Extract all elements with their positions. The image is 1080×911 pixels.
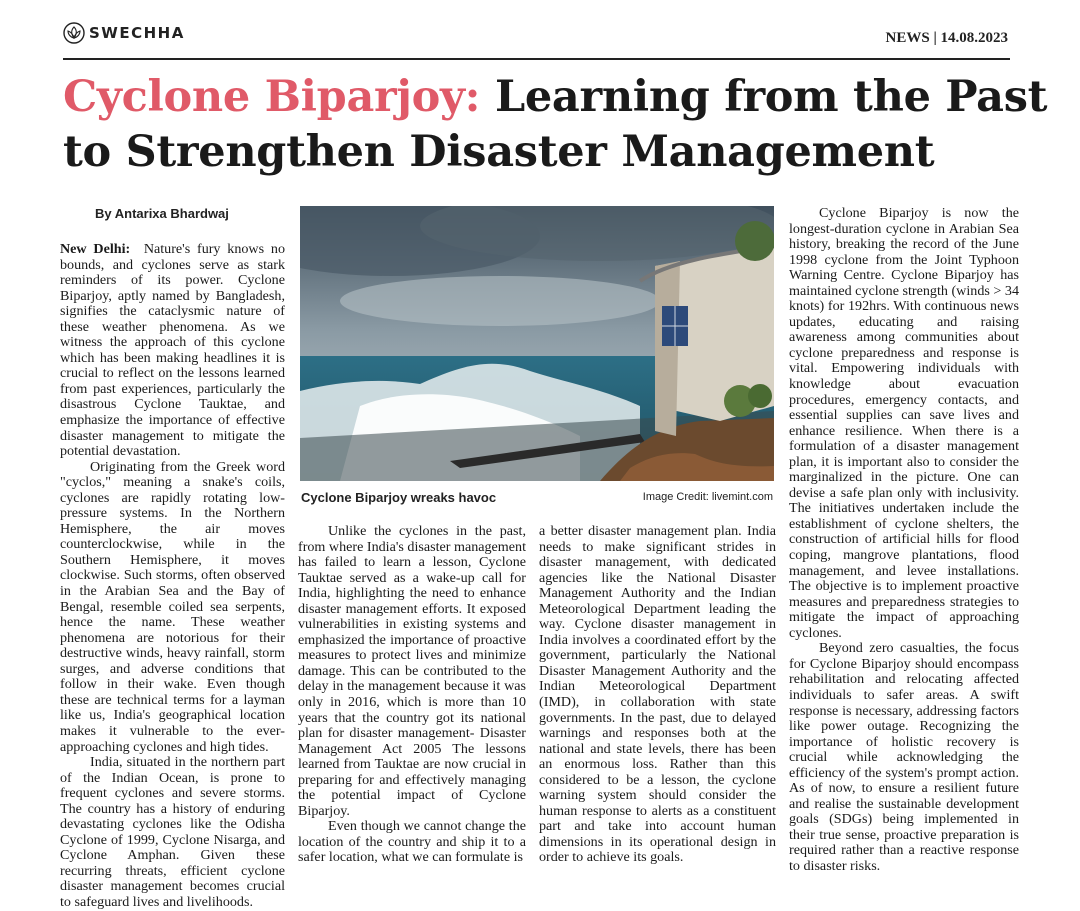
dateline-location: New Delhi: <box>60 241 131 257</box>
paragraph-7: Beyond zero casualties, the focus for Cyclone Biparjoy should encompass rehabilitation and relocating affected individuals to safer areas. A swift response is necessary, addressing factors like power outage. Recognizing the importance of holistic recovery is crucial while acknowledging the efficiency of the system's prompt action. As of now, to ensure a resilient future and realise the sustainable development goals (SDGs) being implemented in their true sense, proactive preparation is required rather than a reactive response to disaster risks. <box>789 640 1019 874</box>
paragraph-5b: a better disaster management plan. India needs to make significant strides in disaster management, with dedicated agencies like the National Disaster Management Authority and the Indian Meteorological Department leading the way. Cyclone disaster management in India involves a coordinated effort by the government, particularly the National Disaster Management Authority and the Indian Meteorological Department (IMD), in collaboration with state governments. In the past, due to delayed warnings and responses both at the national and state levels, there has been an enormous loss. Rather than this considered to be a lesson, the cyclone warning system should consider the human response to alerts as a constituent part and take into account human dimensions in its operational design in order to achieve its goals. <box>539 523 776 866</box>
paragraph-4: Unlike the cyclones in the past, from where India's disaster management has failed to learn a lesson, Cyclone Tauktae served as a wake-up call for India, highlighting the need to enhance disaster management efforts. It exposed vulnerabilities in existing systems and emphasized the importance of proactive measures to protect lives and minimize damage. This can be contributed to the delay in the management because it was only in 2016, which is more than 10 years that the country got its national plan for disaster management- Disaster Management Act 2005 The lessons learned from Tauktae are now crucial in preparing for and effectively managing the potential impact of Cyclone Biparjoy. <box>298 523 526 819</box>
paragraph-1-text: Nature's fury knows no bounds, and cyclones serve as stark reminders of its power. Cyclone Biparjoy, aptly named by Bangladesh, signifies the cataclysmic nature of these weather phenomena. As we witness the approach of this cyclone which has been making headlines it is crucial to reflect on the lessons learned from past experiences, particularly the disastrous Cyclone Tauktae, and emphasize the importance of effective disaster management to mitigate the potential devastation. <box>60 241 285 460</box>
column-1 <box>60 242 285 911</box>
lotus-icon <box>63 22 85 44</box>
headline-accent: Cyclone Biparjoy: <box>63 72 481 122</box>
dateline: NEWS | 14.08.2023 <box>885 30 1008 46</box>
brand-logo <box>63 22 185 44</box>
header-rule <box>63 58 1010 60</box>
storm-photo-illustration <box>300 206 774 481</box>
column-2 <box>298 524 526 866</box>
paragraph-5a: Even though we cannot change the location of the country and ship it to a safer location, what we can formulate is <box>298 818 526 866</box>
article-photo <box>300 206 774 481</box>
photo-credit: Image Credit: livemint.com <box>642 491 773 503</box>
headline-rest: Learning from the Past to Strengthen Disaster Management <box>63 72 1048 177</box>
byline: By Antarixa Bhardwaj <box>95 206 229 221</box>
column-4 <box>789 206 1019 875</box>
photo-caption-bar <box>300 490 774 506</box>
photo-caption: Cyclone Biparjoy wreaks havoc <box>301 490 497 505</box>
paragraph-2: Originating from the Greek word "cyclos," meaning a snake's coils, cyclones are rapidly rotating low-pressure systems. In the Northern Hemisphere, the air moves counterclockwise, while in the Southern Hemisphere, it moves clockwise. Such storms, often observed in the Arabian Sea and the Bay of Bengal, resemble coiled sea serpents, hence the name. These weather phenomena are notorious for their destructive winds, heavy rainfall, storm surges, and adverse conditions that follow in their wake. Even though these are technical terms for a layman like us, India's geographical location makes it vulnerable to the ever-approaching cyclones and high tides. <box>60 458 285 755</box>
brand-name: SWECHHA <box>89 24 185 42</box>
paragraph-1 <box>60 242 285 460</box>
paragraph-3: India, situated in the northern part of the Indian Ocean, is prone to frequent cyclones and severe storms. The country has a history of enduring devastating cyclones like the Odisha Cyclone of 1999, Cyclone Nisarga, and Cyclone Amphan. Given these recurring threats, efficient cyclone disaster management becomes crucial to safeguard lives and livelihoods. <box>60 754 285 910</box>
paragraph-6: Cyclone Biparjoy is now the longest-duration cyclone in Arabian Sea history, breaking the record of the June 1998 cyclone from the Joint Typhoon Warning Centre. Cyclone Biparjoy has maintained cyclone strength (winds > 34 knots) for 192hrs. With continuous news updates, educating and raising awareness among communities about cyclone preparedness and response is vital. Empowering individuals with knowledge about evacuation procedures, emergency contacts, and essential supplies can save lives and enhance resilience. When there is a formulation of a disaster management plan, it is important also to consider the marginalized in the picture. One can devise a safe plan only with inclusivity. The initiatives undertaken include the establishment of cyclone shelters, the construction of artificial hills for flood coping, mangrove plantations, flood management, and levee installations. The objective is to implement proactive measures and preparedness strategies to mitigate the impact of approaching cyclones. <box>789 205 1019 641</box>
headline <box>63 70 1053 180</box>
column-3 <box>539 524 776 866</box>
